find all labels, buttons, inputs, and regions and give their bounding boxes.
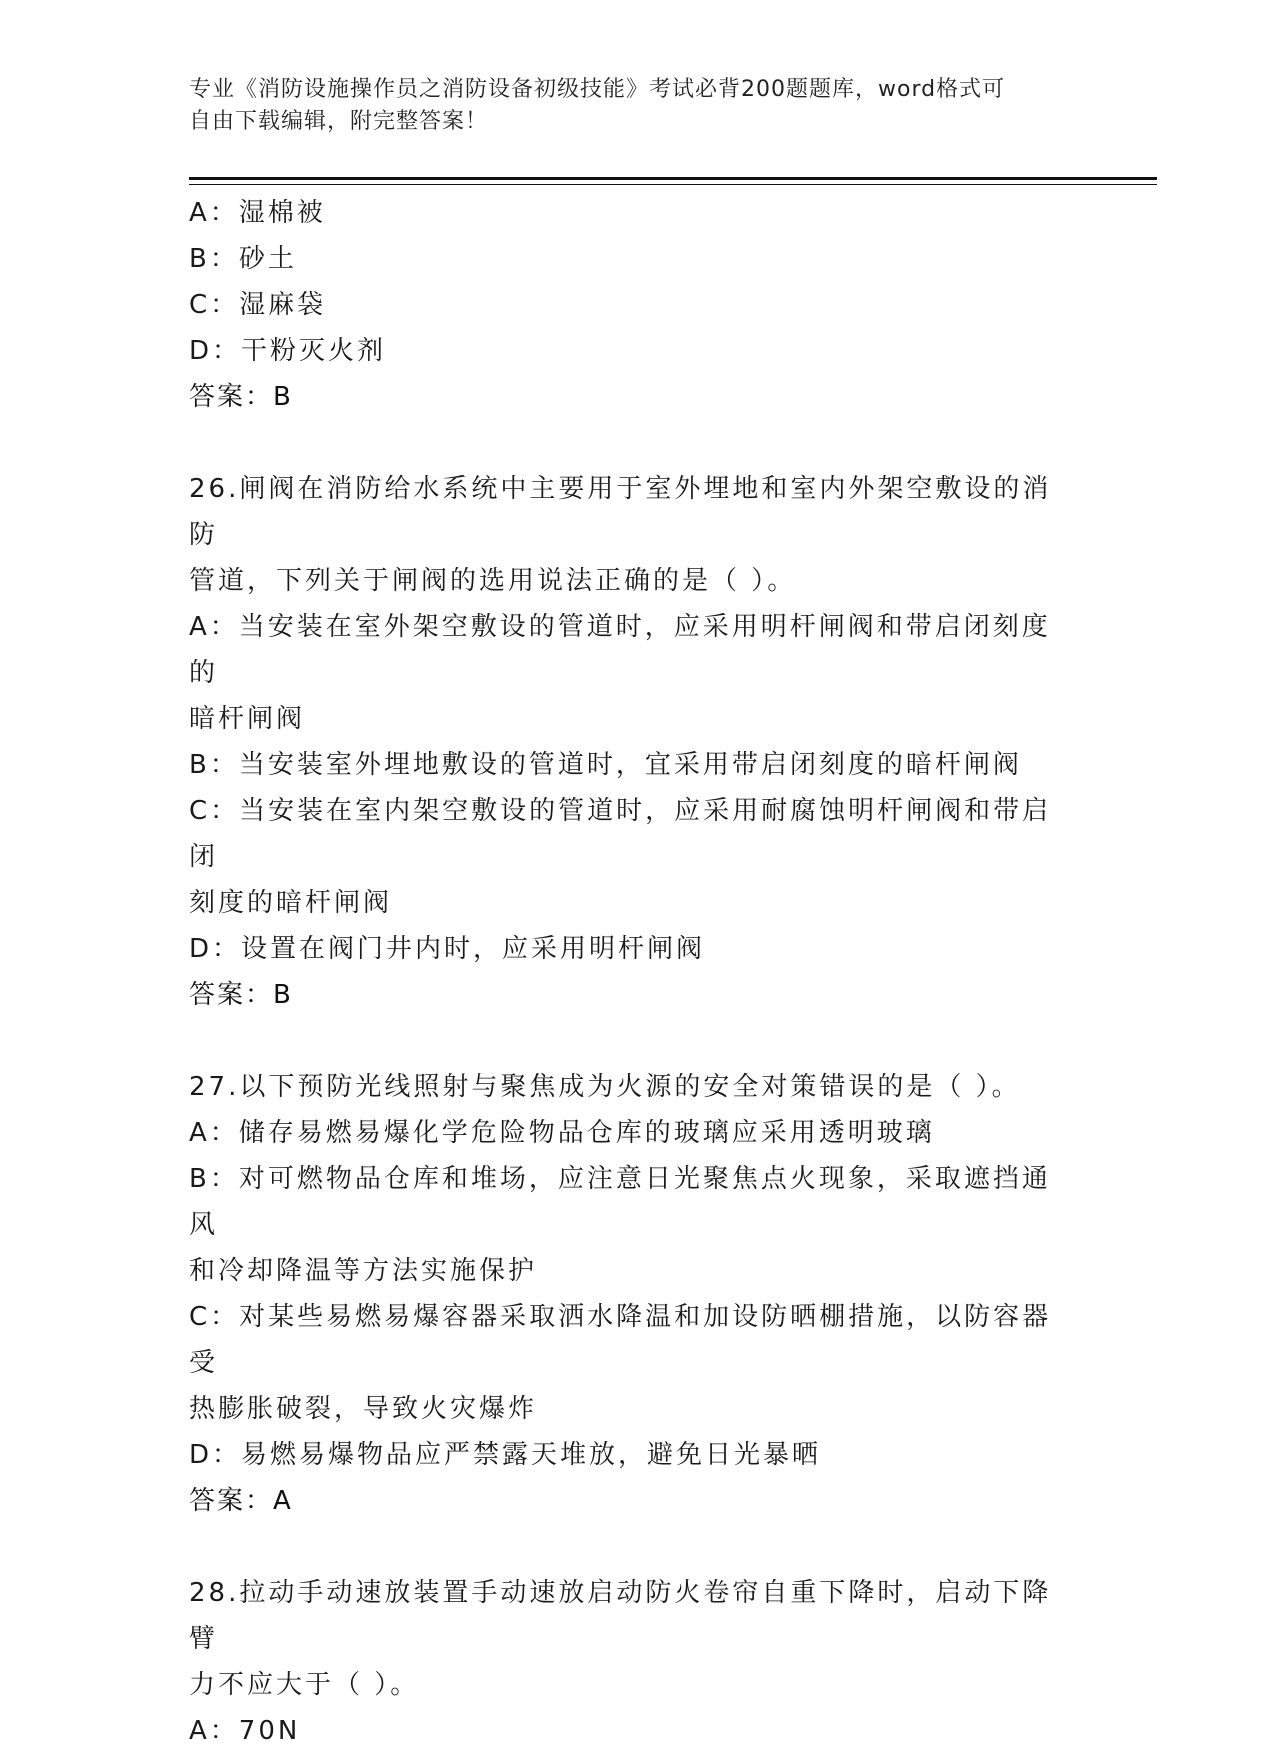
option-b-continued: 和冷却降温等方法实施保护 bbox=[189, 1256, 538, 1286]
spacer bbox=[189, 1018, 1079, 1064]
question-stem-line: 26.闸阀在消防给水系统中主要用于室外埋地和室内外架空敷设的消防 bbox=[189, 474, 1052, 550]
option-d: D：易燃易爆物品应严禁露天堆放，避免日光暴晒 bbox=[189, 1440, 822, 1470]
question-26 bbox=[189, 466, 1079, 1018]
question-stem-line: 管道，下列关于闸阀的选用说法正确的是（ ）。 bbox=[189, 566, 797, 596]
option-a-continued: 暗杆闸阀 bbox=[189, 704, 306, 734]
option-c-continued: 刻度的暗杆闸阀 bbox=[189, 888, 393, 918]
question-stem-line: 28.拉动手动速放装置手动速放启动防火卷帘自重下降时，启动下降臂 bbox=[189, 1578, 1052, 1654]
answer: 答案：B bbox=[189, 980, 293, 1010]
question-28 bbox=[189, 1570, 1079, 1754]
option-d: D：设置在阀门井内时，应采用明杆闸阀 bbox=[189, 934, 706, 964]
spacer bbox=[189, 420, 1079, 466]
header-divider-thick bbox=[189, 177, 1157, 180]
option-c: C：当安装在室内架空敷设的管道时，应采用耐腐蚀明杆闸阀和带启闭 bbox=[189, 796, 1052, 872]
option-b: B：砂土 bbox=[189, 244, 297, 274]
question-stem-line: 27.以下预防光线照射与聚焦成为火源的安全对策错误的是（ ）。 bbox=[189, 1072, 1021, 1102]
question-content bbox=[189, 190, 1079, 1754]
question-25 bbox=[189, 190, 1079, 420]
answer: 答案：A bbox=[189, 1486, 293, 1516]
option-b: B：当安装室外埋地敷设的管道时，宜采用带启闭刻度的暗杆闸阀 bbox=[189, 750, 1022, 780]
option-c: C：对某些易燃易爆容器采取洒水降温和加设防晒棚措施，以防容器受 bbox=[189, 1302, 1052, 1378]
spacer bbox=[189, 1524, 1079, 1570]
header-line-1: 专业《消防设施操作员之消防设备初级技能》考试必背200题题库，word格式可 bbox=[189, 77, 1006, 102]
header-divider-thin bbox=[189, 184, 1157, 185]
question-stem-line: 力不应大于（ ）。 bbox=[189, 1670, 420, 1700]
option-a: A：70N bbox=[189, 1716, 301, 1746]
document-header bbox=[189, 74, 1079, 138]
option-b: B：对可燃物品仓库和堆场，应注意日光聚焦点火现象，采取遮挡通风 bbox=[189, 1164, 1051, 1240]
option-c: C：湿麻袋 bbox=[189, 290, 327, 320]
question-27 bbox=[189, 1064, 1079, 1524]
option-d: D：干粉灭火剂 bbox=[189, 336, 387, 366]
header-line-2: 自由下载编辑，附完整答案！ bbox=[189, 109, 489, 134]
option-c-continued: 热膨胀破裂，导致火灾爆炸 bbox=[189, 1394, 538, 1424]
option-a: A：湿棉被 bbox=[189, 198, 326, 228]
option-a: A：储存易燃易爆化学危险物品仓库的玻璃应采用透明玻璃 bbox=[189, 1118, 935, 1148]
option-a: A：当安装在室外架空敷设的管道时，应采用明杆闸阀和带启闭刻度的 bbox=[189, 612, 1051, 688]
answer: 答案：B bbox=[189, 382, 293, 412]
